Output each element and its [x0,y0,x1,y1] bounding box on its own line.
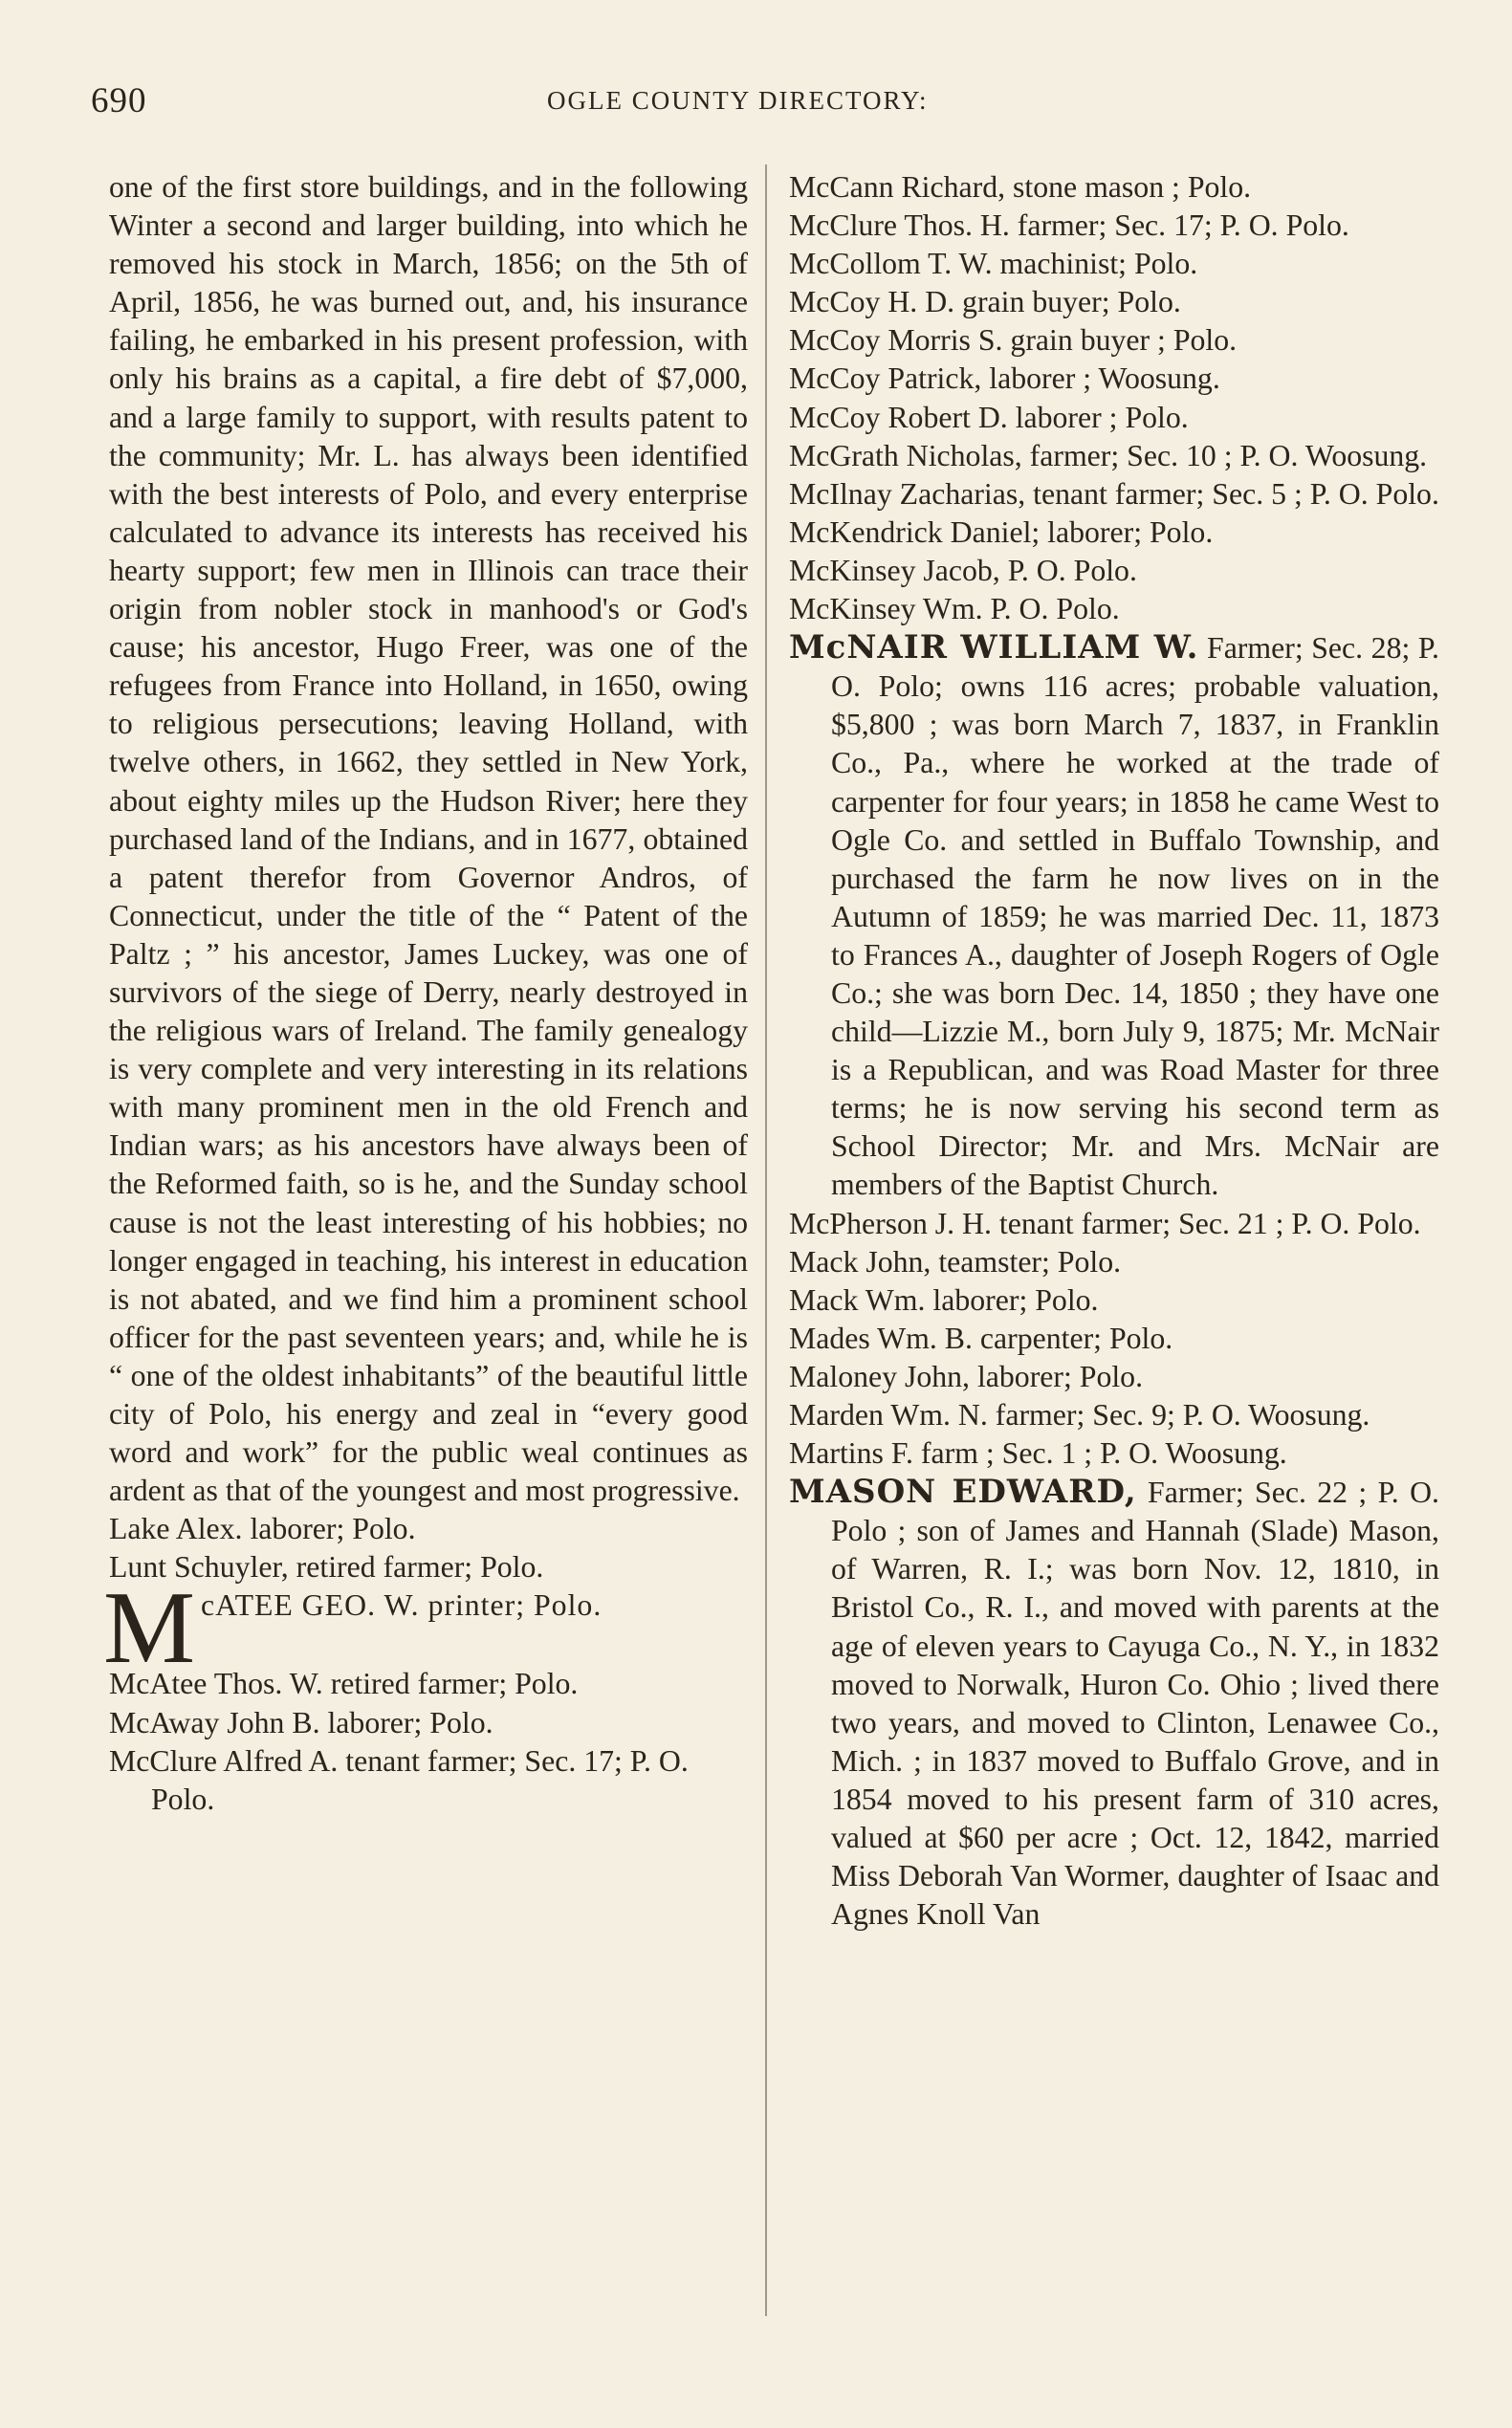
biography-mason [789,1473,1439,1934]
section-first-entry: cATEE GEO. W. printer; Polo. [201,1588,603,1623]
section-drop-cap: M [103,1571,196,1686]
directory-entry: Marden Wm. N. farmer; Sec. 9; P. O. Woosung. [789,1398,1370,1432]
entries-group-1 [789,168,1439,628]
directory-entry: McClure Alfred A. tenant farmer; Sec. 17; P. O. Polo. [109,1743,689,1816]
directory-entry: Mack Wm. laborer; Polo. [789,1282,1099,1317]
biography-name: MASON EDWARD, [789,1473,1137,1512]
biography-text: Farmer; Sec. 22 ; P. O. Polo ; son of James and Hannah (Slade) Mason, of Warren, R. I.; was born Nov. 12, 1810, in Bristol Co., R. I., and moved with parents at the age of eleven years to Cayuga Co., N. Y., in 1832 moved to Norwalk, Huron Co. Ohio ; lived there two years, and moved to Clinton, Lenawee Co., Mich. ; in 1837 moved to Buffalo Grove, and in 1854 moved to his present farm of 310 acres, valued at $60 per acre ; Oct. 12, 1842, married Miss Deborah Van Wormer, daughter of Isaac and Agnes Knoll Van [831,1476,1439,1932]
right-column [789,168,1439,1934]
entries-before-section [109,1510,748,1586]
biography-name: McNAIR WILLIAM W. [789,628,1199,667]
page-header [91,80,971,128]
directory-entry: McCoy Morris S. grain buyer ; Polo. [789,323,1238,358]
directory-entry: McAtee Thos. W. retired farmer; Polo. [109,1667,579,1701]
directory-entry: McGrath Nicholas, farmer; Sec. 10 ; P. O. Woosung. [789,438,1428,472]
directory-entry: McCann Richard, stone mason ; Polo. [789,170,1252,204]
biography-mcnair [789,628,1439,1204]
directory-entry: Mack John, teamster; Polo. [789,1244,1122,1279]
biography-continuation: one of the first store buildings, and in the following Winter a second and larger building, into which he removed his stock in March, 1856; on the 5th of April, 1856, he was burned out, and, his insurance failing, he embarked in his present profession, with only his brains as a capital, a fire debt of $7,000, and a large family to support, with results patent to the community; Mr. L. has always been identified with the best interests of Polo, and every enterprise calculated to advance its interests has received his hearty support; few men in Illinois can trace their origin from nobler stock in manhood's or God's cause; his ancestor, Hugo Freer, was one of the refugees from France into Holland, in 1650, owing to religious persecutions; leaving Holland, with twelve others, in 1662, they settled in New York, about eighty miles up the Hudson River; here they purchased land of the Indians, and in 1677, obtained a patent therefor from Governor Andros, of Connecticut, under the title of the “ Patent of the Paltz ; ” his ancestor, James Luckey, was one of survivors of the siege of Derry, nearly destroyed in the religious wars of Ireland. The family genealogy is very complete and very interesting in its relations with many prominent men in the old French and Indian wars; as his ancestors have always been of the Reformed faith, so is he, and the Sunday school cause is not the least interesting of his hobbies; no longer engaged in teaching, his interest in education is not abated, and we find him a prominent school officer for the past seventeen years; and, while he is “ one of the oldest inhabitants” of the beautiful little city of Polo, his energy and zeal in “every good word and work” for the public weal continues as ardent as that of the youngest and most progressive. [109,170,748,1508]
directory-entry: McCoy H. D. grain buyer; Polo. [789,285,1181,319]
entries-group-2 [789,1205,1439,1474]
page-number: 690 [91,81,147,120]
directory-entry: McPherson J. H. tenant farmer; Sec. 21 ; P. O. Polo. [789,1206,1421,1240]
directory-entry: Martins F. farm ; Sec. 1 ; P. O. Woosung. [789,1436,1287,1471]
entries-after-section [109,1665,748,1818]
left-column [103,168,748,1819]
directory-entry: McKendrick Daniel; laborer; Polo. [789,514,1214,549]
directory-entry: McIlnay Zacharias, tenant farmer; Sec. 5 ; P. O. Polo. [789,476,1439,511]
directory-entry: McKinsey Wm. P. O. Polo. [789,592,1120,626]
directory-entry: Lunt Schuyler, retired farmer; Polo. [109,1550,544,1585]
directory-entry: Mades Wm. B. carpenter; Polo. [789,1321,1173,1355]
directory-entry: McCoy Patrick, laborer ; Woosung. [789,361,1220,396]
column-divider [765,164,767,2316]
biography-text: Farmer; Sec. 28; P. O. Polo; owns 116 acres; probable valuation, $5,800 ; was born March 7, 1837, in Franklin Co., Pa., where he worked at the trade of carpenter for four years; in 1858 he came West to Ogle Co. and settled in Buffalo Township, and purchased the farm he now lives on in the Autumn of 1859; he was married Dec. 11, 1873 to Frances A., daughter of Joseph Rogers of Ogle Co.; she was born Dec. 14, 1850 ; they have one child—Lizzie M., born July 9, 1875; Mr. McNair is a Republican, and was Road Master for three terms; he is now serving his second term as School Director; Mr. and Mrs. McNair are members of the Baptist Church. [831,631,1439,1202]
directory-entry: McCollom T. W. machinist; Polo. [789,247,1198,281]
directory-entry: McCoy Robert D. laborer ; Polo. [789,400,1189,434]
directory-entry: McClure Thos. H. farmer; Sec. 17; P. O. Polo. [789,208,1349,243]
running-head: OGLE COUNTY DIRECTORY: [547,86,929,115]
directory-entry: Lake Alex. laborer; Polo. [109,1512,416,1546]
directory-entry: McAway John B. laborer; Polo. [109,1705,493,1739]
directory-entry: Maloney John, laborer; Polo. [789,1359,1144,1393]
directory-entry: McKinsey Jacob, P. O. Polo. [789,553,1137,587]
